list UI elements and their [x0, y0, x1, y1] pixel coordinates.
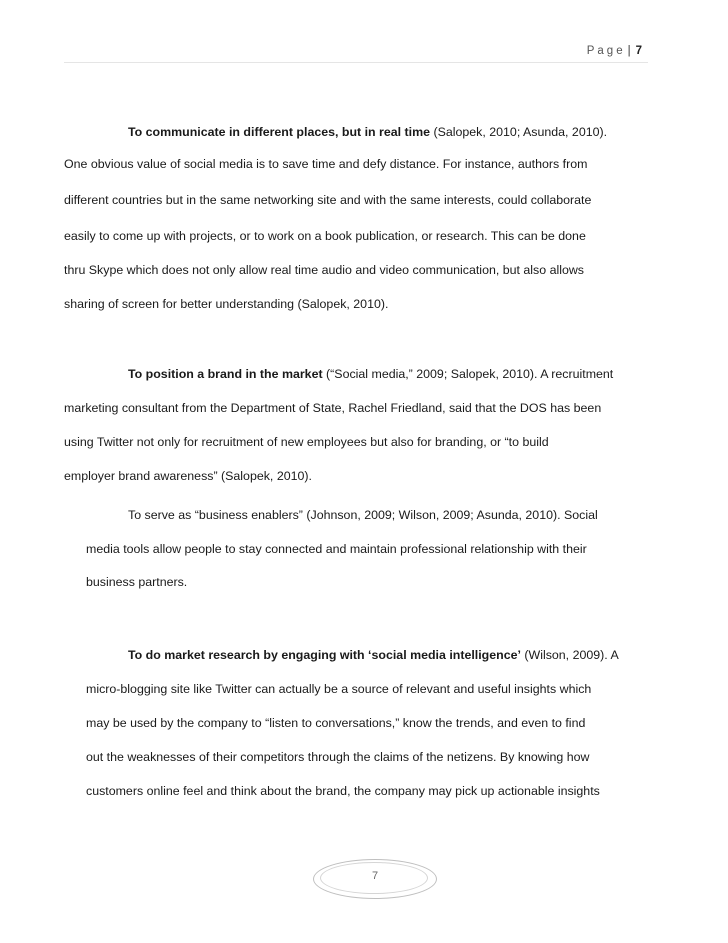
header-rule — [64, 62, 648, 63]
text-line: thru Skype which does not only allow real time audio and video communication, but also allows — [64, 263, 585, 277]
line-text: (Wilson, 2009). A — [520, 648, 619, 662]
bold-heading: To position a brand in the market — [128, 367, 323, 381]
line-text: (Salopek, 2010; Asunda, 2010). — [430, 125, 608, 139]
text-line: business partners. — [86, 575, 188, 589]
footer-page-number: 7 — [371, 870, 379, 882]
text-line: customers online feel and think about the brand, the company may pick up actionable insights — [86, 784, 600, 798]
text-line — [128, 647, 728, 663]
text-line: sharing of screen for better understanding (Salopek, 2010). — [64, 297, 389, 311]
text-line: media tools allow people to stay connected and maintain professional relationship with their — [86, 542, 587, 556]
text-line: One obvious value of social media is to save time and defy distance. For instance, authors from — [64, 157, 588, 171]
text-line: out the weaknesses of their competitors through the claims of the netizens. By knowing how — [86, 750, 590, 764]
text-line — [128, 366, 728, 382]
bold-heading: To do market research by engaging with ‘social media intelligence’ — [128, 648, 521, 662]
page-header — [587, 45, 642, 57]
bold-heading: To communicate in different places, but in real time — [128, 125, 431, 139]
header-separator: | — [627, 45, 631, 57]
line-text: (“Social media,” 2009; Salopek, 2010). A recruitment — [322, 367, 614, 381]
text-line: marketing consultant from the Department of State, Rachel Friedland, said that the DOS has been — [64, 401, 602, 415]
page-label: Page — [586, 45, 626, 57]
text-line: easily to come up with projects, or to work on a book publication, or research. This can be done — [64, 229, 586, 243]
text-line — [128, 124, 728, 140]
text-line: To serve as “business enablers” (Johnson, 2009; Wilson, 2009; Asunda, 2010). Social — [128, 508, 598, 522]
header-page-number: 7 — [635, 45, 642, 57]
text-line: using Twitter not only for recruitment of new employees but also for branding, or “to build — [64, 435, 549, 449]
text-line: different countries but in the same networking site and with the same interests, could collaborate — [64, 193, 592, 207]
text-line: may be used by the company to “listen to conversations,” know the trends, and even to find — [86, 716, 586, 730]
text-line: micro-blogging site like Twitter can actually be a source of relevant and useful insights which — [86, 682, 592, 696]
text-line: employer brand awareness” (Salopek, 2010). — [64, 469, 312, 483]
